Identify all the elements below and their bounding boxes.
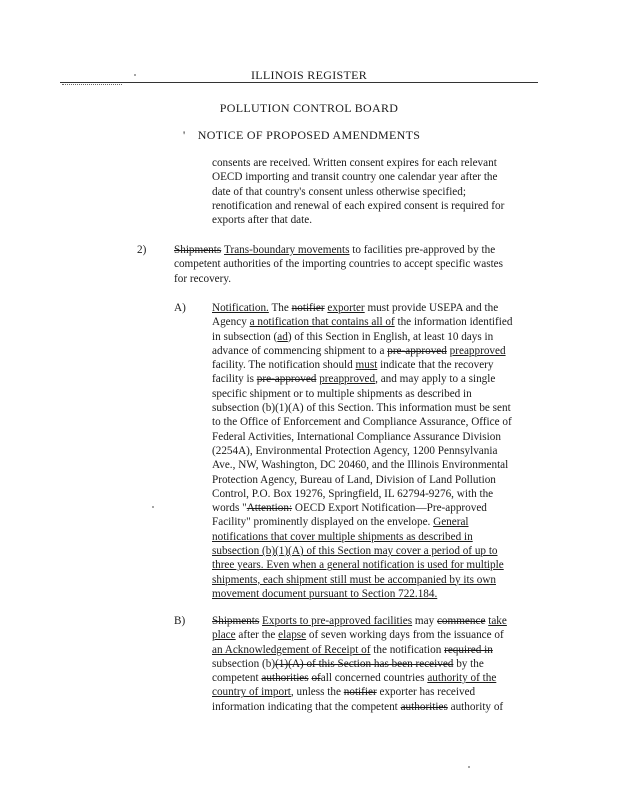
deleted-text: required in xyxy=(444,643,493,656)
text-run: all concerned countries xyxy=(320,672,428,685)
text-line: date of that country's consent unless otherwise specified; xyxy=(212,185,466,198)
text-run: to facilities pre-approved by the xyxy=(349,244,496,256)
deleted-text: Shipments xyxy=(212,615,260,627)
inserted-text: ad xyxy=(277,330,288,343)
inserted-text: three years. Even when a general notification is used for multiple xyxy=(212,559,504,572)
text-line xyxy=(212,315,534,329)
text-run: of seven working days from the issuance of xyxy=(306,629,504,642)
text-line xyxy=(212,558,534,572)
inserted-text: Trans-boundary movements xyxy=(224,244,350,256)
inserted-text: exporter xyxy=(327,302,365,314)
inserted-text: place xyxy=(212,629,236,642)
header-rule xyxy=(60,82,538,83)
inserted-text: notifications that cover multiple shipments as described in xyxy=(212,530,473,543)
text-line xyxy=(212,372,534,386)
text-run: , and may apply to a single xyxy=(375,373,496,386)
header-scan-mark xyxy=(62,84,122,85)
item-2-number: 2) xyxy=(137,244,147,256)
text-run: may xyxy=(412,615,437,627)
text-run: words " xyxy=(212,502,247,515)
scan-speck xyxy=(468,766,470,768)
text-line: to the Office of Enforcement and Compliance Assurance, Office of xyxy=(212,416,512,429)
inserted-text: subsection (b)(1)(A) of this Section may cover a period of up to xyxy=(212,545,498,558)
deleted-text: notifier xyxy=(343,686,377,699)
inserted-text: country of import xyxy=(212,686,291,699)
text-line: Federal Activities, International Compliance Assurance Division xyxy=(212,430,501,443)
text-run: advance of commencing shipment to a xyxy=(212,344,388,357)
item-a-label: A) xyxy=(174,302,186,314)
text-line xyxy=(212,501,534,515)
deleted-text: (1)(A) of this Section has been received xyxy=(275,657,454,670)
text-run: The xyxy=(268,302,292,314)
text-line xyxy=(212,515,534,529)
item-2-paragraph xyxy=(174,243,534,286)
deleted-text: pre-approved xyxy=(387,344,447,357)
item-b-paragraph xyxy=(212,614,534,714)
register-title: ILLINOIS REGISTER xyxy=(250,68,368,82)
inserted-text: take xyxy=(488,615,507,627)
text-run: Facility" prominently displayed on the envelope. xyxy=(212,516,434,529)
deleted-text: Attention: xyxy=(246,502,293,515)
text-run: in subsection ( xyxy=(212,330,278,343)
text-run: facility is xyxy=(212,373,257,386)
text-run: indicate that the recovery xyxy=(377,359,494,372)
deleted-text: authorities xyxy=(261,672,309,685)
notice-scan-mark: ' xyxy=(183,128,186,142)
text-line xyxy=(212,614,534,628)
deleted-text: commence xyxy=(436,615,486,627)
text-line: consents are received. Written consent expires for each relevant xyxy=(212,157,497,169)
scan-speck xyxy=(134,74,136,76)
text-line: for recovery. xyxy=(174,272,232,285)
inserted-text: must xyxy=(355,359,378,372)
inserted-text: authority of the xyxy=(427,672,497,685)
text-line: competent authorities of the importing countries to accept specific wastes xyxy=(174,258,503,271)
text-line: exports after that date. xyxy=(212,214,313,227)
inserted-text: an Acknowledgement of Receipt of xyxy=(212,643,371,656)
inserted-text: shipments, each shipment still must be accompanied by its own xyxy=(212,573,496,586)
text-line xyxy=(212,301,534,315)
text-line xyxy=(212,685,534,699)
inserted-text: a notification that contains all of xyxy=(249,316,395,329)
text-line xyxy=(212,643,534,657)
text-line xyxy=(212,330,534,344)
item-a-paragraph xyxy=(212,301,534,601)
text-line: Control, P.O. Box 19276, Springfield, IL 62794-9276, with the xyxy=(212,487,494,500)
inserted-text: Exports to pre-approved facilities xyxy=(262,615,413,627)
text-run: the information identified xyxy=(394,316,513,329)
inserted-text: preapproved xyxy=(319,373,376,386)
text-run: facility. The notification should xyxy=(212,359,356,372)
text-line xyxy=(212,344,534,358)
text-run: by the xyxy=(453,657,484,670)
text-line: Protection Agency, Bureau of Land, Division of Land Pollution xyxy=(212,473,496,486)
text-line xyxy=(212,671,534,685)
scan-speck xyxy=(152,506,154,508)
text-line: renotification and renewal of each expired consent is required for xyxy=(212,199,505,212)
text-run: after the xyxy=(235,629,279,642)
item-b-label: B) xyxy=(174,615,186,627)
text-run: ) of this Section in English, at least 10 days in xyxy=(287,330,494,343)
inserted-text: movement document pursuant to Section 722.184. xyxy=(212,587,438,600)
deleted-text: pre-approved xyxy=(256,373,317,386)
inserted-text: elapse xyxy=(278,629,307,642)
text-run: the notification xyxy=(370,643,445,656)
text-run: must provide USEPA and the xyxy=(364,302,499,314)
deleted-text: of xyxy=(311,672,321,685)
continuation-paragraph xyxy=(212,156,534,227)
text-line xyxy=(212,628,534,642)
deleted-text: Shipments xyxy=(174,244,222,256)
text-run: competent xyxy=(212,672,262,685)
text-line: OECD importing and transit country one calendar year after the xyxy=(212,171,498,184)
text-line: (2254A), Environmental Protection Agency, 1200 Pennsylvania xyxy=(212,444,498,457)
inserted-text: preapproved xyxy=(449,344,506,357)
text-line xyxy=(212,544,534,558)
board-title: POLLUTION CONTROL BOARD xyxy=(219,101,399,115)
text-line xyxy=(174,243,534,257)
text-run: OECD Export Notification—Pre-approved xyxy=(292,502,487,515)
text-run: information indicating that the competent xyxy=(212,700,401,713)
deleted-text: authorities xyxy=(400,700,448,713)
text-line xyxy=(212,530,534,544)
text-line xyxy=(212,573,534,587)
text-run: , unless the xyxy=(290,686,344,699)
text-line xyxy=(212,700,534,714)
text-run: Agency xyxy=(212,316,250,329)
inserted-text: General xyxy=(433,516,469,529)
text-line: specific shipment or to multiple shipments as described in xyxy=(212,387,472,400)
section-heading: Notification. xyxy=(212,302,269,314)
text-run: authority of xyxy=(447,700,504,713)
text-line xyxy=(212,358,534,372)
text-run: exporter has received xyxy=(376,686,476,699)
text-line: Ave., NW, Washington, DC 20460, and the Illinois Environmental xyxy=(212,459,509,472)
text-line: subsection (b)(1)(A) of this Section. This information must be sent xyxy=(212,402,511,415)
notice-title: NOTICE OF PROPOSED AMENDMENTS xyxy=(197,128,421,142)
text-line xyxy=(212,587,534,601)
deleted-text: notifier xyxy=(291,302,325,314)
text-line xyxy=(212,657,534,671)
text-run: subsection (b) xyxy=(212,657,276,670)
